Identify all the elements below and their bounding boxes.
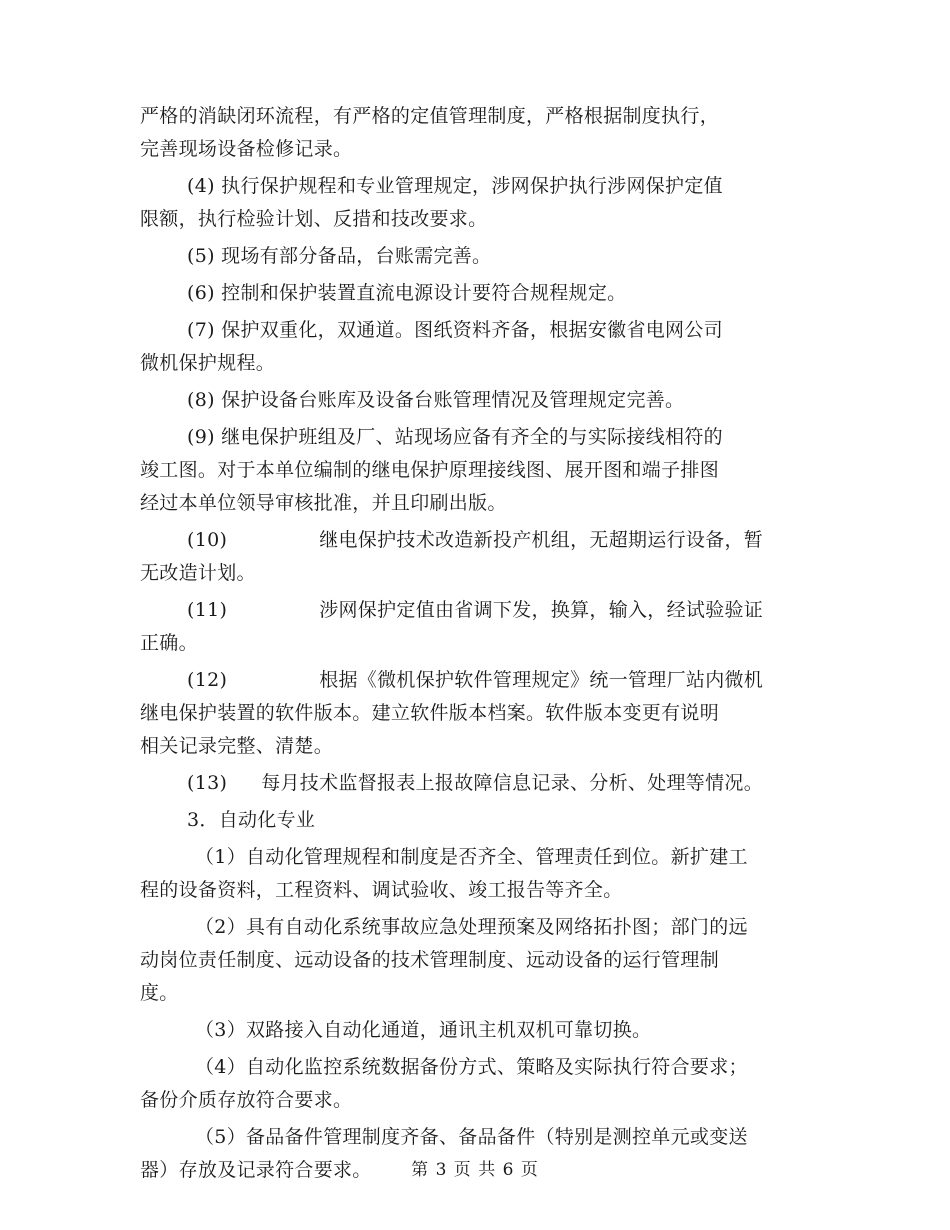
text-line: 竣工图。对于本单位编制的继电保护原理接线图、展开图和端子排图 [140, 459, 720, 481]
page-footer: 第 3 页 共 6 页 [411, 1160, 539, 1180]
section-heading-automation [140, 804, 810, 837]
item-number: (12) [187, 669, 228, 691]
text-line: 动岗位责任制度、远动设备的技术管理制度、远动设备的运行管理制 [140, 949, 720, 971]
paragraph-item-5 [140, 240, 810, 273]
text-line: （2）具有自动化系统事故应急处理预案及网络拓扑图；部门的远 [195, 916, 748, 938]
text-line: 无改造计划。 [140, 562, 256, 584]
paragraph-item-13 [140, 767, 810, 800]
text-line [140, 524, 810, 557]
text-line: (5) 现场有部分备品，台账需完善。 [187, 245, 492, 267]
document-body [140, 100, 810, 1191]
paragraph-item-10 [140, 524, 810, 590]
paragraph-auto-1 [140, 841, 810, 907]
text-line: 继电保护装置的软件版本。建立软件版本档案。软件版本变更有说明 [140, 702, 720, 724]
text-line: (9) 继电保护班组及厂、站现场应备有齐全的与实际接线相符的 [187, 426, 723, 448]
text-line: 严格的消缺闭环流程，有严格的定值管理制度，严格根据制度执行， [140, 105, 720, 127]
paragraph-auto-3 [140, 1014, 810, 1047]
item-text: 涉网保护定值由省调下发，换算，输入，经试验验证 [319, 599, 764, 621]
paragraph-item-12 [140, 664, 810, 763]
text-line: (7) 保护双重化，双通道。图纸资料齐备，根据安徽省电网公司 [187, 319, 723, 341]
text-line: 相关记录完整、清楚。 [140, 735, 334, 757]
text-line: 完善现场设备检修记录。 [140, 138, 353, 160]
section-heading: 3．自动化专业 [187, 809, 316, 831]
item-number: (11) [187, 599, 228, 621]
text-line: （3）双路接入自动化通道，通讯主机双机可靠切换。 [195, 1019, 652, 1041]
text-line: 度。 [140, 982, 179, 1004]
paragraph-item-4 [140, 170, 810, 236]
text-line: 经过本单位领导审核批准，并且印刷出版。 [140, 492, 507, 514]
text-line: (8) 保护设备台账库及设备台账管理情况及管理规定完善。 [187, 389, 685, 411]
text-line: 限额，执行检验计划、反措和技改要求。 [140, 208, 488, 230]
text-line: （4）自动化监控系统数据备份方式、策略及实际执行符合要求； [195, 1056, 748, 1078]
paragraph-auto-4 [140, 1051, 810, 1117]
text-line: (6) 控制和保护装置直流电源设计要符合规程规定。 [187, 282, 627, 304]
text-line: 微机保护规程。 [140, 352, 276, 374]
paragraph-item-7 [140, 314, 810, 380]
text-line [140, 767, 810, 800]
paragraph-item-9 [140, 421, 810, 520]
paragraph-auto-2 [140, 911, 810, 1010]
text-line [140, 664, 810, 697]
text-line: 备份介质存放符合要求。 [140, 1089, 353, 1111]
text-line [140, 594, 810, 627]
paragraph-continuation [140, 100, 810, 166]
item-text: 根据《微机保护软件管理规定》统一管理厂站内微机 [319, 669, 764, 691]
paragraph-item-11 [140, 594, 810, 660]
paragraph-item-6 [140, 277, 810, 310]
item-text: 每月技术监督报表上报故障信息记录、分析、处理等情况。 [261, 772, 764, 794]
text-line: （1）自动化管理规程和制度是否齐全、管理责任到位。新扩建工 [195, 846, 748, 868]
item-text: 继电保护技术改造新投产机组，无超期运行设备，暂 [319, 529, 764, 551]
text-line: 正确。 [140, 632, 198, 654]
item-number: (10) [187, 529, 228, 551]
text-line: (4) 执行保护规程和专业管理规定，涉网保护执行涉网保护定值 [187, 175, 723, 197]
paragraph-item-8 [140, 384, 810, 417]
text-line: 程的设备资料，工程资料、调试验收、竣工报告等齐全。 [140, 879, 623, 901]
text-line: 器）存放及记录符合要求。 [140, 1159, 372, 1181]
text-line: （5）备品备件管理制度齐备、备品备件（特别是测控单元或变送 [195, 1126, 748, 1148]
item-number: (13) [187, 772, 228, 794]
